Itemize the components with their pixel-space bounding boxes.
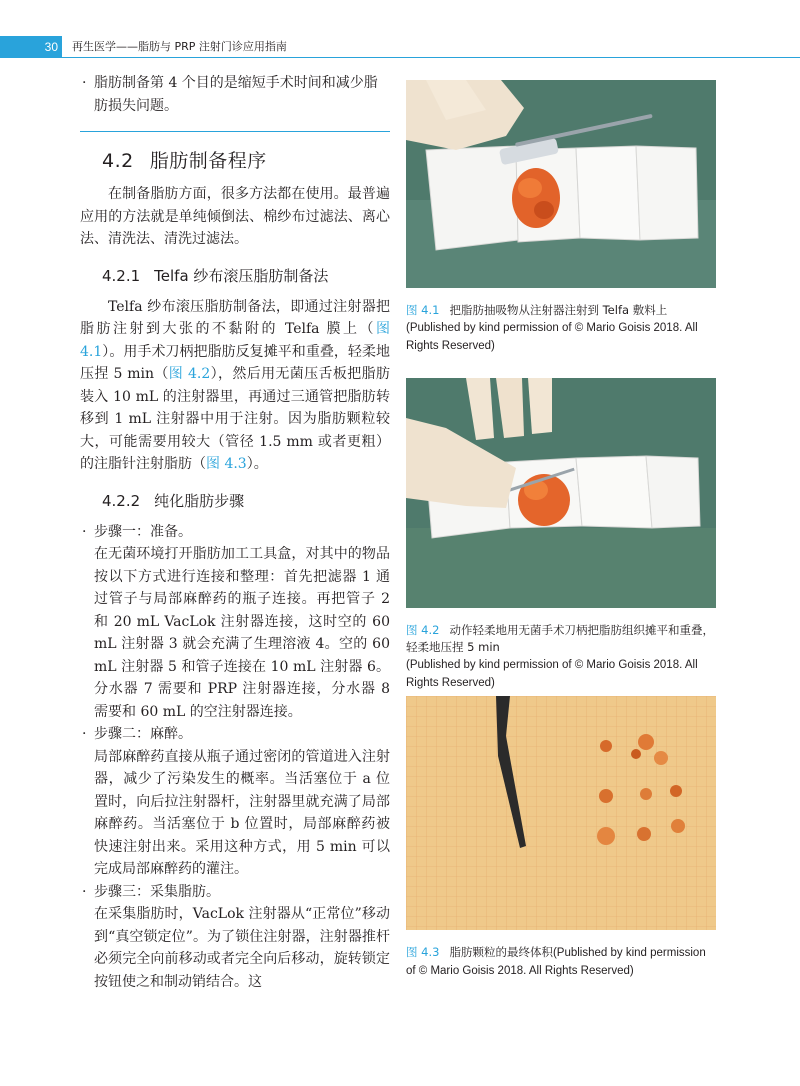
subsection-heading-2 — [102, 490, 390, 511]
step2-label: 步骤二：麻醉。 — [94, 726, 192, 742]
step3-text: 在采集脂肪时，VacLok 注射器从“正常位”移动到“真空锁定位”。为了锁住注射器，注射器推杆必须完全向前移动或者完全向后移动，旋转锁定按钮使之和制动销结合。这 — [94, 906, 390, 990]
figure-label: 图 4.2 — [406, 623, 440, 637]
body-text: ）。 — [246, 456, 268, 472]
subsection-title-1: Telfa 纱布滚压脂肪制备法 — [154, 266, 329, 285]
left-text-column — [80, 72, 390, 993]
section-title: 脂肪制备程序 — [149, 150, 267, 172]
running-title: 再生医学——脂肪与 PRP 注射门诊应用指南 — [72, 40, 287, 53]
section-number: 4.2 — [102, 150, 134, 172]
caption-cn: 把脂肪抽吸物从注射器注射到 Telfa 敷料上 — [449, 303, 668, 317]
fat-spreading-photo — [406, 378, 716, 608]
figure-4-1-caption — [406, 302, 716, 355]
figure-ref-4-1[interactable]: 图 4.1 — [80, 321, 390, 360]
bullet-dot: · — [82, 883, 87, 900]
caption-en: (Published by kind permission of © Mario Goisis 2018. All Rights Reserved) — [406, 947, 706, 977]
page-number: 30 — [0, 36, 62, 58]
subsection-heading-1 — [102, 265, 390, 286]
caption-en: (Published by kind permission of © Mario Goisis 2018. All Rights Reserved) — [406, 322, 698, 352]
header-rule — [62, 57, 800, 58]
caption-en: (Published by kind permission of © Mario Goisis 2018. All Rights Reserved) — [406, 659, 698, 689]
bullet-dot: · — [82, 726, 87, 742]
figure-ref-4-2[interactable]: 图 4.2 — [168, 366, 211, 382]
figure-4-2 — [406, 378, 716, 692]
body-text: ），然后用无菌压舌板把脂肪装入 10 mL 的注射器里，再通过三通管把脂肪转移到 1 mL 注射器中用于注射。因为脂肪颗粒较大，可能需要用较大（管径 1.5 mm 或者更粗）的注脂针注射脂肪（ — [80, 366, 391, 472]
figure-label: 图 4.3 — [406, 945, 440, 959]
body-text: ）。用手术刀柄把脂肪反复摊平和重叠，轻柔地压捏 5 min（ — [80, 343, 390, 382]
bullet-dot: · — [82, 523, 87, 540]
figure-ref-4-3[interactable]: 图 4.3 — [206, 456, 247, 472]
section-body: 在制备脂肪方面，很多方法都在使用。最普遍应用的方法就是单纯倾倒法、棉纱布过滤法、离心法、清洗法、清洗过滤法。 — [80, 186, 390, 247]
figure-label: 图 4.1 — [406, 303, 440, 317]
intro-bullet — [80, 72, 390, 117]
step1-heading — [80, 521, 390, 544]
step3-label: 步骤三：采集脂肪。 — [94, 883, 220, 900]
subsection-body-1 — [80, 296, 390, 476]
section-rule — [80, 131, 390, 132]
subsection-title-2: 纯化脂肪步骤 — [154, 491, 245, 510]
telfa-injection-photo — [406, 80, 716, 288]
figure-4-2-caption — [406, 622, 716, 692]
body-text: Telfa 纱布滚压脂肪制备法，即通过注射器把脂肪注射到大张的不黏附的 Telfa 膜上（ — [80, 298, 390, 337]
step2-heading — [80, 723, 390, 746]
step1-label: 步骤一：准备。 — [94, 523, 192, 540]
section-heading — [102, 146, 390, 173]
figure-4-1 — [406, 80, 716, 355]
running-header — [0, 36, 800, 58]
step3-heading — [80, 881, 390, 904]
subsection-number-1: 4.2.1 — [102, 266, 141, 285]
step2-text: 局部麻醉药直接从瓶子通过密闭的管道进入注射器，减少了污染发生的概率。当活塞位于 a 位置时，向后拉注射器杆，注射器里就充满了局部麻醉药。当活塞位于 b 位置时，局部麻醉药被快速注射出来。采用这种方式，用 5 min 可以完成局部麻醉药的灌注。 — [94, 748, 390, 877]
figure-4-3 — [406, 696, 716, 980]
bullet-dot: · — [82, 75, 87, 91]
figure-4-3-caption — [406, 944, 716, 980]
caption-cn: 脂肪颗粒的最终体积 — [449, 945, 553, 959]
subsection-number-2: 4.2.2 — [102, 491, 141, 510]
step1-text: 在无菌环境打开脂肪加工工具盒，对其中的物品按以下方式进行连接和整理：首先把滤器 1 通过管子与局部麻醉药的瓶子连接。再把管子 2 和 20 mL VacLok 注射器连接，这时空的 60 mL 注射器 3 就会充满了生理溶液 4。空的 60 mL 注射器 5 和管子连接在 10 mL 注射器 6。分水器 7 需要和 PRP 注射器连接，分水器 8 需要和 60 mL 的空注射器连接。 — [94, 546, 390, 720]
fat-granules-photo — [406, 696, 716, 930]
caption-cn: 动作轻柔地用无菌手术刀柄把脂肪组织摊平和重叠，轻柔地压捏 5 min — [406, 623, 714, 654]
intro-bullet-text: 脂肪制备第 4 个目的是缩短手术时间和减少脂肪损失问题。 — [94, 75, 378, 114]
